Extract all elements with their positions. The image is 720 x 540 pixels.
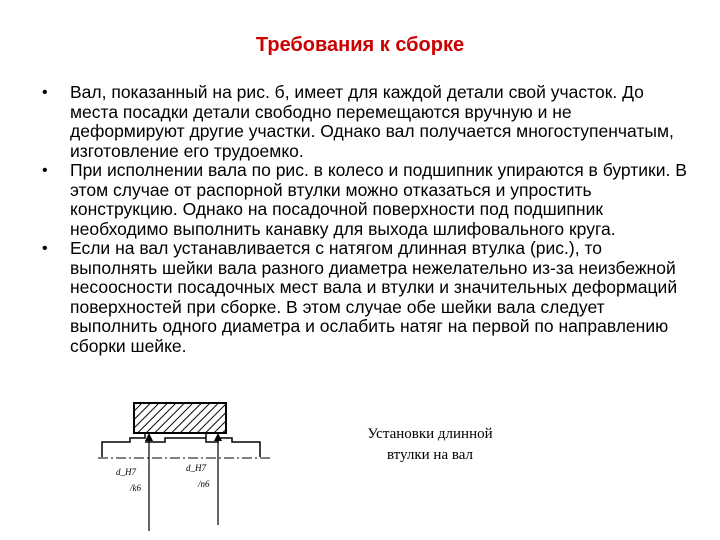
bullet-item	[38, 83, 688, 161]
bullet-marker: •	[42, 84, 48, 101]
arrow-right	[214, 433, 222, 441]
fit-label-right-top: d_H7	[186, 463, 206, 473]
caption-line: втулки на вал	[386, 447, 474, 463]
fit-label-left-top: d_H7	[116, 467, 136, 477]
fit-label-left-bottom: /k6	[130, 483, 141, 493]
bullet-text: Вал, показанный на рис. б, имеет для каждой детали свой участок. До места посадки детали свободно перемещаются вручную и не деформируют другие участки. Однако вал получается многоступенчатым, изготовление его трудоемко.	[70, 82, 674, 161]
shaft-sleeve-drawing	[90, 395, 290, 535]
bullet-text: Если на вал устанавливается с натягом длинная втулка (рис.), то выполнять шейки вала разного диаметра нежелательно из-за неизбежной несоосности посадочных мест вала и втулки и значительных деформаций поверхностей при сборке. В этом случае обе шейки вала следует выполнить одного диаметра и ослабить натяг на первой по направлению сборки шейке.	[70, 238, 678, 356]
bullet-item	[38, 239, 688, 356]
slide-title: Требования к сборке	[255, 34, 465, 56]
bullet-item	[38, 161, 688, 239]
caption-line: Установки длинной	[367, 426, 493, 442]
sleeve-section	[134, 403, 226, 433]
figure-caption	[340, 424, 520, 466]
bullet-marker: •	[42, 162, 48, 179]
bullet-marker: •	[42, 240, 48, 257]
bullet-list	[38, 83, 688, 356]
fit-label-right-bottom: /n6	[198, 479, 210, 489]
shaft-outline	[102, 433, 260, 457]
bullet-text: При исполнении вала по рис. в колесо и подшипник упираются в буртики. В этом случае от распорной втулки можно отказаться и упростить конструкцию. Однако на посадочной поверхности под подшипник необходимо выполнить канавку для выхода шлифовального круга.	[70, 160, 687, 239]
arrow-left	[145, 433, 153, 441]
